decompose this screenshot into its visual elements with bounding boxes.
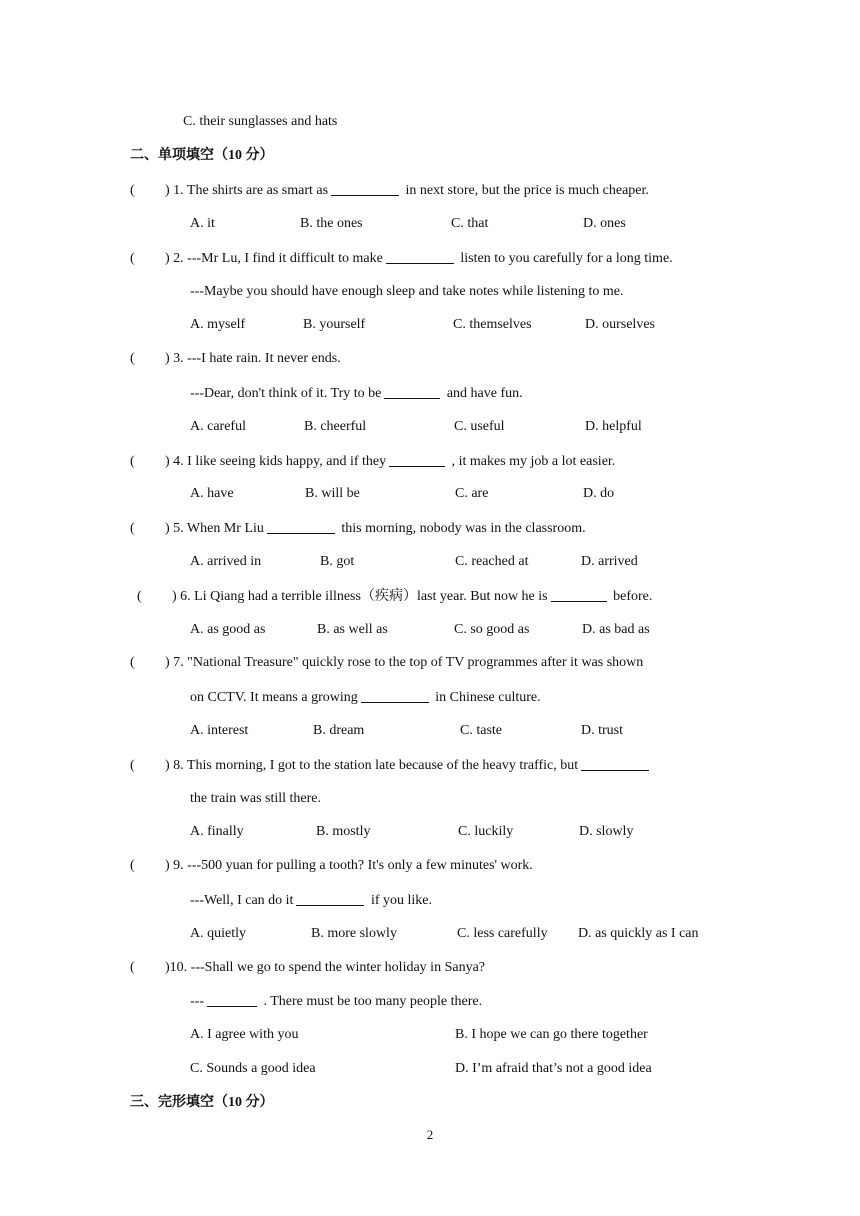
section-heading-cloze: 三、完形填空（10 分） — [130, 1095, 274, 1110]
option-d: D. do — [583, 486, 615, 501]
option-b: B. as well as — [317, 622, 388, 637]
question-6: ( ) 6. Li Qiang had a terrible illness（疾病）last year. But now he is before. — [137, 589, 653, 604]
option-d: D. as bad as — [582, 622, 650, 637]
question-10-line-2: --- . There must be too many people there. — [190, 994, 483, 1009]
question-8: ( ) 8. This morning, I got to the station late because of the heavy traffic, but — [130, 756, 652, 775]
option-a: A. have — [190, 486, 234, 501]
option-b: B. will be — [305, 486, 360, 501]
option-d: D. as quickly as I can — [578, 926, 699, 941]
answer-blank — [267, 519, 335, 534]
answer-blank — [384, 384, 440, 399]
option-b: B. mostly — [316, 824, 371, 839]
option-a: A. it — [190, 216, 215, 231]
option-c: C. Sounds a good idea — [190, 1061, 316, 1076]
option-a: A. interest — [190, 723, 249, 738]
option-d: D. ones — [583, 216, 626, 231]
page-number: 2 — [426, 1127, 434, 1142]
answer-blank — [296, 891, 364, 906]
option-a: A. I agree with you — [190, 1027, 299, 1042]
question-1: ( ) 1. The shirts are as smart as in next store, but the price is much cheaper. — [130, 183, 649, 198]
option-c: C. taste — [460, 723, 502, 738]
option-d: D. I’m afraid that’s not a good idea — [455, 1061, 652, 1076]
option-b: B. the ones — [300, 216, 363, 231]
option-a: A. arrived in — [190, 554, 262, 569]
question-7-line-2: on CCTV. It means a growing in Chinese culture. — [190, 690, 541, 705]
answer-blank — [386, 249, 454, 264]
previous-option: C. their sunglasses and hats — [183, 114, 338, 129]
question-9-line-2: ---Well, I can do it if you like. — [190, 893, 432, 908]
option-b: B. yourself — [303, 317, 366, 332]
answer-blank — [551, 587, 607, 602]
option-b: B. I hope we can go there together — [455, 1027, 648, 1042]
question-9: ( ) 9. ---500 yuan for pulling a tooth? It's only a few minutes' work. — [130, 858, 533, 873]
option-a: A. careful — [190, 419, 246, 434]
question-2-line-2: ---Maybe you should have enough sleep and take notes while listening to me. — [190, 284, 624, 299]
option-a: A. quietly — [190, 926, 246, 941]
option-c: C. so good as — [454, 622, 530, 637]
option-d: D. helpful — [585, 419, 642, 434]
question-2: ( ) 2. ---Mr Lu, I find it difficult to make listen to you carefully for a long time. — [130, 251, 673, 266]
section-heading: 二、单项填空（10 分） — [130, 148, 274, 163]
option-c: C. themselves — [453, 317, 532, 332]
question-5: ( ) 5. When Mr Liu this morning, nobody was in the classroom. — [130, 521, 586, 536]
question-8-line-2: the train was still there. — [190, 791, 322, 806]
answer-blank — [389, 452, 445, 467]
option-d: D. slowly — [579, 824, 634, 839]
option-d: D. arrived — [581, 554, 638, 569]
option-c: C. that — [451, 216, 489, 231]
option-a: A. as good as — [190, 622, 266, 637]
answer-blank — [581, 756, 649, 771]
option-d: D. trust — [581, 723, 623, 738]
question-4: ( ) 4. I like seeing kids happy, and if they , it makes my job a lot easier. — [130, 454, 616, 469]
answer-blank — [331, 181, 399, 196]
question-3-line-2: ---Dear, don't think of it. Try to be and have fun. — [190, 386, 523, 401]
option-c: C. are — [455, 486, 489, 501]
question-10: ( )10. ---Shall we go to spend the winter holiday in Sanya? — [130, 960, 485, 975]
option-c: C. useful — [454, 419, 505, 434]
answer-blank — [207, 992, 257, 1007]
option-b: B. cheerful — [304, 419, 367, 434]
option-b: B. got — [320, 554, 355, 569]
option-a: A. myself — [190, 317, 246, 332]
option-c: C. reached at — [455, 554, 529, 569]
option-a: A. finally — [190, 824, 244, 839]
answer-blank — [361, 688, 429, 703]
option-d: D. ourselves — [585, 317, 655, 332]
option-c: C. less carefully — [457, 926, 548, 941]
option-c: C. luckily — [458, 824, 514, 839]
question-7: ( ) 7. "National Treasure" quickly rose to the top of TV programmes after it was shown — [130, 655, 644, 670]
option-b: B. more slowly — [311, 926, 397, 941]
option-b: B. dream — [313, 723, 365, 738]
question-3: ( ) 3. ---I hate rain. It never ends. — [130, 351, 341, 366]
